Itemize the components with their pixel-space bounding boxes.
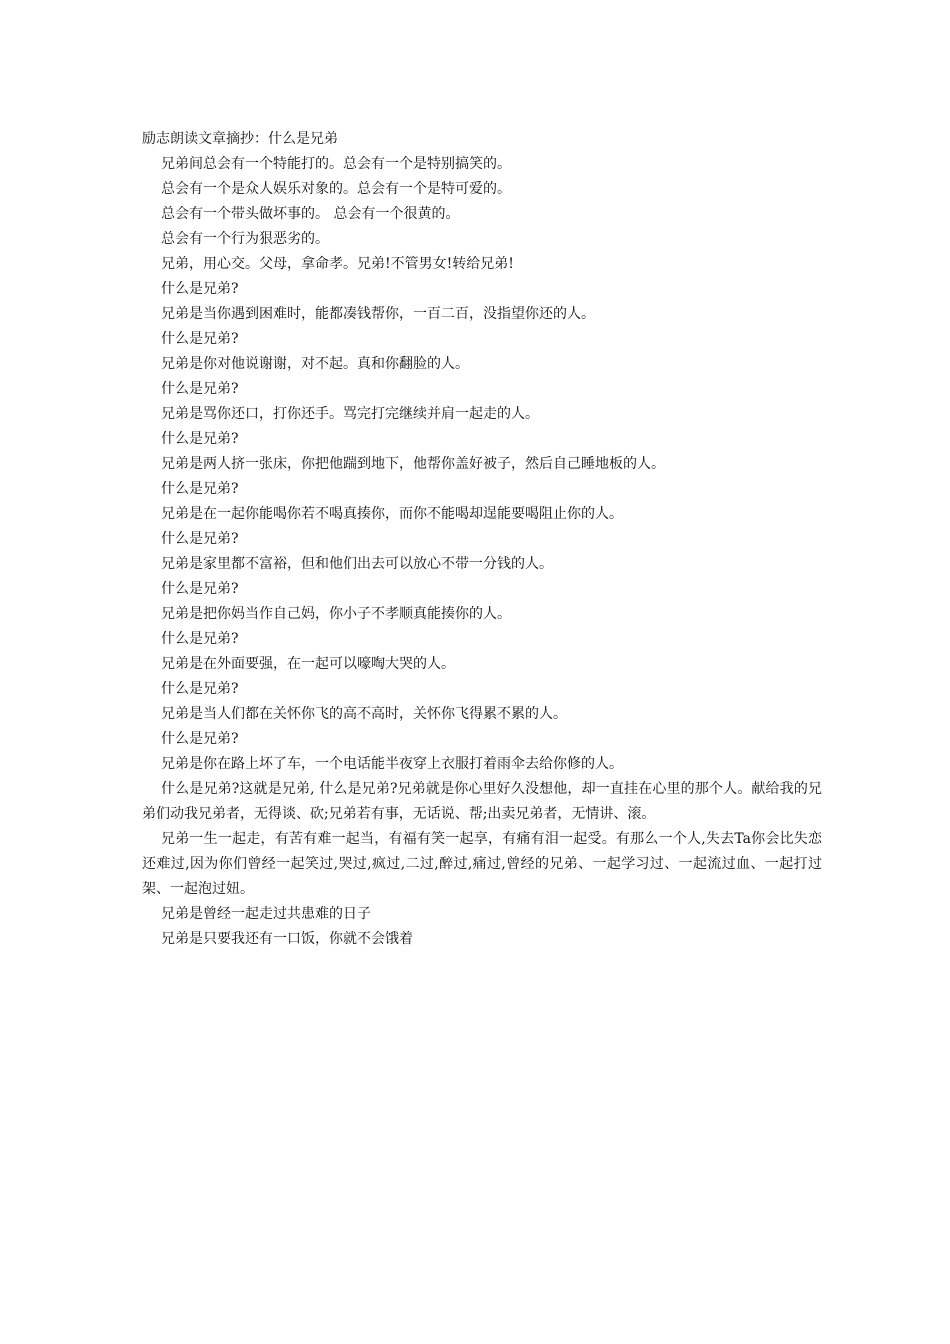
paragraph: 兄弟是当你遇到困难时，能都凑钱帮你，一百二百，没指望你还的人。 [161, 306, 595, 322]
paragraph-list [142, 152, 822, 952]
paragraph: 总会有一个是众人娱乐对象的。总会有一个是特可爱的。 [161, 181, 511, 197]
paragraph: 兄弟是在外面要强，在一起可以嚎啕大哭的人。 [161, 656, 455, 672]
paragraph: 兄弟是家里都不富裕，但和他们出去可以放心不带一分钱的人。 [161, 556, 553, 572]
paragraph: 什么是兄弟? [161, 281, 239, 297]
paragraph: 兄弟是骂你还口，打你还手。骂完打完继续并肩一起走的人。 [161, 406, 539, 422]
paragraph: 总会有一个带头做坏事的。 总会有一个很黄的。 [161, 206, 460, 222]
paragraph: 兄弟是在一起你能喝你若不喝真揍你，而你不能喝却逞能要喝阻止你的人。 [161, 506, 623, 522]
paragraph: 兄弟是两人挤一张床，你把他踹到地下，他帮你盖好被子，然后自己睡地板的人。 [161, 456, 665, 472]
paragraph: 兄弟是当人们都在关怀你飞的高不高时，关怀你飞得累不累的人。 [161, 706, 567, 722]
paragraph: 什么是兄弟? [161, 581, 239, 597]
paragraph: 兄弟间总会有一个特能打的。总会有一个是特别搞笑的。 [161, 156, 511, 172]
paragraph: 什么是兄弟?这就是兄弟, 什么是兄弟?兄弟就是你心里好久没想他，却一直挂在心里的那个人。献给我的兄弟们动我兄弟者，无得谈、砍;兄弟若有事，无话说、帮;出卖兄弟者，无情讲、滚。 [142, 781, 822, 822]
paragraph: 什么是兄弟? [161, 481, 239, 497]
paragraph: 什么是兄弟? [161, 681, 239, 697]
paragraph: 什么是兄弟? [161, 631, 239, 647]
paragraph: 兄弟是你对他说谢谢，对不起。真和你翻脸的人。 [161, 356, 469, 372]
paragraph: 兄弟是只要我还有一口饭，你就不会饿着 [161, 931, 413, 947]
paragraph: 兄弟一生一起走，有苦有难一起当，有福有笑一起享，有痛有泪一起受。有那么一个人,失去Ta你会比失恋还难过,因为你们曾经一起笑过,哭过,疯过,二过,醉过,痛过,曾经的兄弟、一起学习过、一起流过血、一起打过架、一起泡过妞。 [142, 831, 822, 897]
paragraph: 总会有一个行为狠恶劣的。 [161, 231, 329, 247]
paragraph: 兄弟是你在路上坏了车，一个电话能半夜穿上衣服打着雨伞去给你修的人。 [161, 756, 623, 772]
document-title: 励志朗读文章摘抄：什么是兄弟 [142, 131, 338, 147]
paragraph: 兄弟，用心交。父母，拿命孝。兄弟!不管男女!转给兄弟! [161, 256, 514, 272]
paragraph: 什么是兄弟? [161, 381, 239, 397]
paragraph: 兄弟是把你妈当作自己妈，你小子不孝顺真能揍你的人。 [161, 606, 511, 622]
paragraph: 兄弟是曾经一起走过共患难的日子 [161, 906, 371, 922]
document-body [142, 127, 822, 952]
paragraph: 什么是兄弟? [161, 531, 239, 547]
paragraph: 什么是兄弟? [161, 331, 239, 347]
paragraph: 什么是兄弟? [161, 731, 239, 747]
paragraph: 什么是兄弟? [161, 431, 239, 447]
